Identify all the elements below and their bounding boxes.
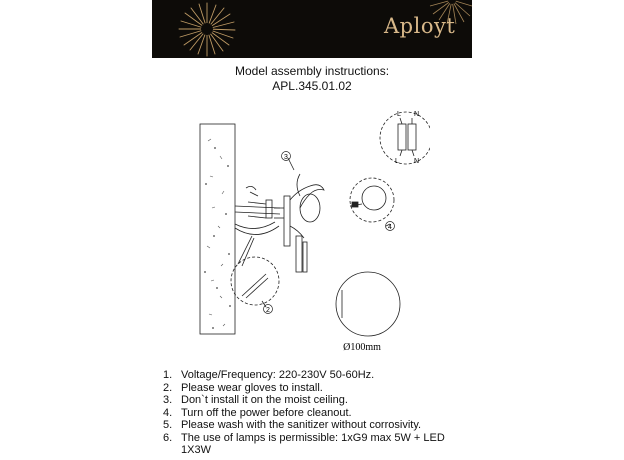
wire-n-top: N bbox=[414, 111, 420, 118]
list-item: 4. Turn off the power before cleanout. bbox=[163, 406, 352, 419]
wire-n-bottom: N bbox=[414, 158, 420, 165]
brand-logo-text: Aployt bbox=[384, 14, 456, 38]
list-item: 3. Don`t install it on the moist ceiling. bbox=[163, 394, 348, 406]
list-item: 2. Please wear gloves to install. bbox=[163, 381, 323, 394]
wall-slab bbox=[200, 124, 235, 334]
doc-title: Model assembly instructions: bbox=[234, 64, 390, 78]
diameter-label: Ø100mm bbox=[343, 342, 381, 353]
wire-l-top: L bbox=[397, 111, 401, 118]
step-2-label: 2 bbox=[266, 307, 270, 314]
step-3-label: 3 bbox=[284, 154, 288, 161]
list-item: 1. Voltage/Frequency: 220-230V 50-60Hz. bbox=[163, 369, 375, 381]
assembly-diagram bbox=[190, 96, 430, 361]
list-item: 6. The use of lamps is permissible: 1xG9 max 5W + LED 1X3W bbox=[163, 431, 445, 456]
wire-l-bottom: L bbox=[395, 158, 399, 165]
brand-banner bbox=[152, 0, 472, 58]
model-number: APL.345.01.02 bbox=[272, 79, 352, 93]
instructions-list bbox=[163, 369, 463, 457]
list-item: 5. Please wash with the sanitizer without corrosivity. bbox=[163, 419, 422, 431]
step-4-label: 4 bbox=[388, 224, 392, 231]
